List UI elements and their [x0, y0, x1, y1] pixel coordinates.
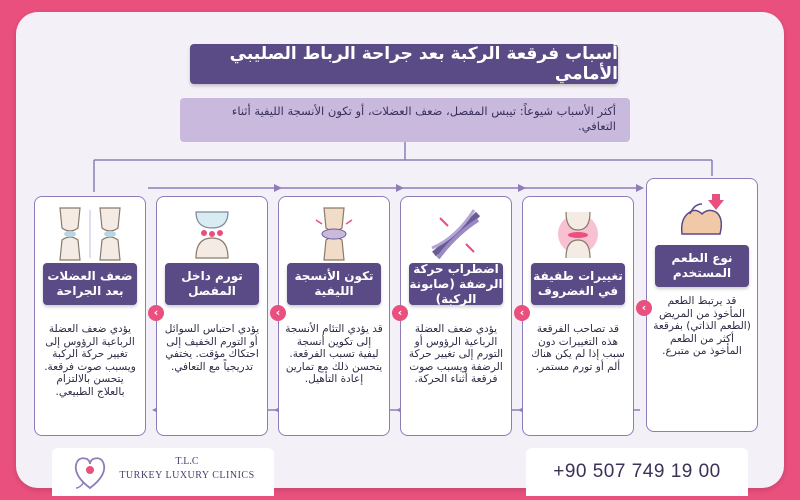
cause-description: يؤدي احتباس السوائل أو التورم الخفيف إلى احتكاك مؤقت. يختفي تدريجياً مع التعافي. — [164, 323, 260, 373]
cause-description: يؤدي ضعف العضلة الرباعية الرؤوس أو التورم إلى تغيير حركة الرضفة ويسبب صوت فرقعة أثناء الحركة. — [408, 323, 504, 385]
chevron-left-icon: ‹ — [148, 305, 164, 321]
swollen-joint-icon — [157, 205, 267, 263]
fibrous-knee-icon — [279, 205, 389, 263]
cartilage-icon — [523, 205, 633, 263]
chevron-left-icon: ‹ — [636, 300, 652, 316]
cause-card-graft-type — [646, 178, 758, 432]
cause-card-cartilage — [522, 196, 634, 436]
logo-name: TURKEY LUXURY CLINICS — [119, 470, 255, 481]
cause-description: قد تصاحب الفرقعة هذه التغييرات دون سبب إذا لم يكن هناك ألم أو تورم مستمر. — [531, 323, 625, 373]
cause-description: قد يؤدي التئام الأنسجة إلى تكوين أنسجة ليفية تسبب الفرقعة. يتحسن ذلك مع تمارين إعادة التأهيل. — [285, 323, 383, 385]
cause-card-fibrous-tissue — [278, 196, 390, 436]
cause-label: تغييرات طفيفة في الغضروف — [531, 263, 625, 305]
cause-description: يؤدي ضعف العضلة الرباعية الرؤوس إلى تغيير حركة الركبة ويسبب صوت فرقعة. يتحسن بالالتزام بالعلاج الطبيعي. — [44, 323, 136, 398]
chevron-left-icon: ‹ — [392, 305, 408, 321]
cause-card-muscle-weakness — [34, 196, 146, 436]
page-title: أسباب فرقعة الركبة بعد جراحة الرباط الصليبي الأمامي — [190, 44, 618, 84]
patella-fibers-icon — [401, 205, 511, 263]
heart-logo-icon — [70, 452, 110, 492]
knee-joints-icon — [35, 205, 145, 263]
cause-card-swelling — [156, 196, 268, 436]
cause-label: تورم داخل المفصل — [165, 263, 259, 305]
cause-label: تكون الأنسجة الليفية — [287, 263, 381, 305]
logo-abbreviation: T.L.C — [175, 456, 199, 467]
cause-description: قد يرتبط الطعم المأخوذ من المريض (الطعم الذاتي) بفرقعة أكثر من الطعم المأخوذ من متبرع. — [653, 295, 751, 357]
cause-card-patella — [400, 196, 512, 436]
flexed-arm-icon — [647, 187, 757, 245]
phone-number[interactable]: +90 507 749 19 00 — [526, 448, 748, 496]
chevron-left-icon: ‹ — [270, 305, 286, 321]
cause-label: اضطراب حركة الرضفة (صابونة الركبة) — [409, 261, 503, 306]
cause-label: نوع الطعم المستخدم — [655, 245, 749, 287]
clinic-logo — [52, 448, 274, 496]
cause-label: ضعف العضلات بعد الجراحة — [43, 263, 137, 305]
chevron-left-icon: ‹ — [514, 305, 530, 321]
summary-box: أكثر الأسباب شيوعاً: تيبس المفصل، ضعف العضلات، أو تكون الأنسجة الليفية أثناء التعافي. — [180, 98, 630, 142]
